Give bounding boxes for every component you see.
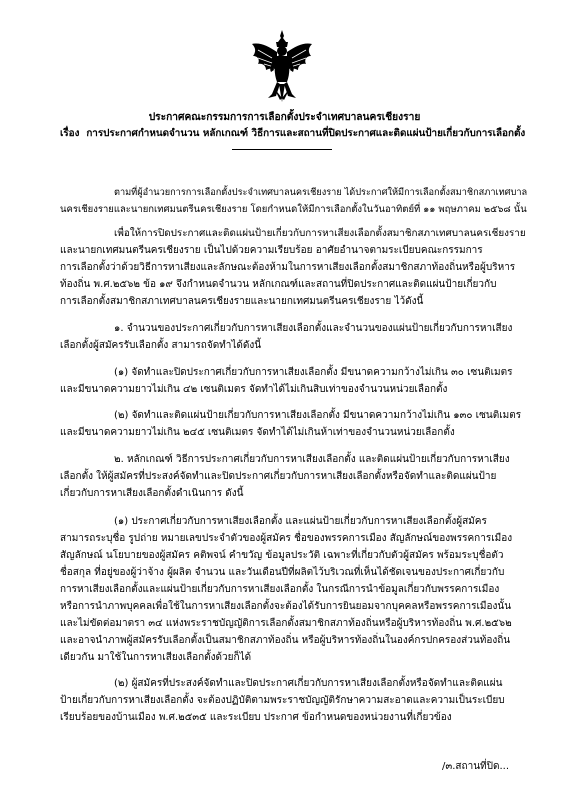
document-subject: [60, 127, 525, 141]
body-line: การเลือกตั้งว่าด้วยวิธีการหาเสียงและลักษณะต้องห้ามในการหาเสียงเลือกตั้งสมาชิกสภาท้องถิ่นหรือผู้บริหาร: [60, 262, 516, 273]
body-line: และไม่ขัดต่อมาตรา ๓๔ แห่งพระราชบัญญัติการเลือกตั้งสมาชิกสภาท้องถิ่นหรือผู้บริหารท้องถิ่น พ.ศ.๒๕๖๒: [60, 618, 512, 629]
body-line: ๒. หลักเกณฑ์ วิธีการประกาศเกี่ยวกับการหาเสียงเลือกตั้ง และติดแผ่นป้ายเกี่ยวกับการหาเสียง: [114, 454, 510, 465]
body-line: เลือกตั้งผู้สมัครรับเลือกตั้ง สามารถจัดทำได้ดังนี้: [60, 340, 262, 351]
body-line: และมีขนาดความยาวไม่เกิน ๔๒ เซนติเมตร จัดทำได้ไม่เกินสิบเท่าของจำนวนหน่วยเลือกตั้ง: [60, 384, 448, 395]
body-line: การเลือกตั้งสมาชิกสภาเทศบาลนครเชียงรายและนายกเทศมนตรีนครเชียงราย ไว้ดังนี้: [60, 296, 424, 307]
body-line: และนายกเทศมนตรีนครเชียงราย เป็นไปด้วยความเรียบร้อย อาศัยอำนาจตามระเบียบคณะกรรมการ: [60, 245, 483, 256]
body-line: หรือการนำภาพบุคคลเพื่อใช้ในการหาเสียงเลือกตั้งจะต้องได้รับการยินยอมจากบุคคลหรือพรรคการเมืองนั้น: [60, 601, 512, 612]
body-line: และมีขนาดความยาวไม่เกิน ๒๔๕ เซนติเมตร จัดทำได้ไม่เกินห้าเท่าของจำนวนหน่วยเลือกตั้ง: [60, 427, 455, 438]
title-divider: [232, 149, 332, 150]
body-line: นครเชียงรายและนายกเทศมนตรีนครเชียงราย โดยกำหนดให้มีการเลือกตั้งในวันอาทิตย์ที่ ๑๑ พฤษภาคม ๒๕๖๘ นั้น: [60, 204, 527, 215]
body-line: และอาจนำภาพผู้สมัครรับเลือกตั้งเป็นสมาชิกสภาท้องถิ่น หรือผู้บริหารท้องถิ่นในองค์กรปกครองส่วนท้องถิ่น: [60, 635, 511, 646]
body-line: สามารถระบุชื่อ รูปถ่าย หมายเลขประจำตัวของผู้สมัคร ชื่อของพรรคการเมือง สัญลักษณ์ของพรรคการเมือง: [60, 533, 513, 544]
garuda-emblem-icon: [250, 28, 314, 104]
body-line: ป้ายเกี่ยวกับการหาเสียงเลือกตั้ง จะต้องปฏิบัติตามพระราชบัญญัติรักษาความสะอาดและความเป็นระเบียบ: [60, 695, 505, 706]
document-title: ประกาศคณะกรรมการการเลือกตั้งประจำเทศบาลนครเชียงราย: [148, 112, 421, 123]
body-line: (๒) ผู้สมัครที่ประสงค์จัดทำและปิดประกาศเกี่ยวกับการหาเสียงเลือกตั้งหรือจัดทำและติดแผ่น: [114, 678, 503, 689]
body-line: เดียวกัน มาใช้ในการหาเสียงเลือกตั้งด้วยก็ได้: [60, 652, 252, 663]
body-line: เกี่ยวกับการหาเสียงเลือกตั้งดำเนินการ ดังนี้: [60, 488, 244, 499]
body-line: ท้องถิ่น พ.ศ.๒๕๖๒ ข้อ ๑๙ จึงกำหนดจำนวน หลักเกณฑ์และสถานที่ปิดประกาศและติดแผ่นป้ายเกี่ยวกับ: [60, 279, 497, 290]
body-line: เพื่อให้การปิดประกาศและติดแผ่นป้ายเกี่ยวกับการหาเสียงเลือกตั้งสมาชิกสภาเทศบาลนครเชียงราย: [114, 228, 526, 239]
body-line: สัญลักษณ์ นโยบายของผู้สมัคร คติพจน์ คำขวัญ ข้อมูลประวัติ เฉพาะที่เกี่ยวกับตัวผู้สมัคร พร้อมระบุชื่อตัว: [60, 550, 504, 561]
body-line: (๑) จัดทำและปิดประกาศเกี่ยวกับการหาเสียงเลือกตั้ง มีขนาดความกว้างไม่เกิน ๓๐ เซนติเมตร: [114, 367, 513, 378]
body-line: ชื่อสกุล ที่อยู่ของผู้ว่าจ้าง ผู้ผลิต จำนวน และวันเดือนปีที่ผลิตไว้บริเวณที่เห็นได้ชัดเจนของประกาศเกี่ยวกับ: [60, 567, 505, 578]
body-line: การหาเสียงเลือกตั้งและแผ่นป้ายเกี่ยวกับการหาเสียงเลือกตั้ง ในกรณีการนำข้อมูลเกี่ยวกับพรรคการเมือง: [60, 584, 500, 595]
body-line: เรียบร้อยของบ้านเมือง พ.ศ.๒๕๓๕ และระเบียบ ประกาศ ข้อกำหนดของหน่วยงานที่เกี่ยวข้อง: [60, 712, 452, 723]
body-line: เลือกตั้ง ให้ผู้สมัครที่ประสงค์จัดทำและปิดประกาศเกี่ยวกับการหาเสียงเลือกตั้งหรือจัดทำและติดแผ่นป้าย: [60, 471, 497, 482]
body-line: (๑) ประกาศเกี่ยวกับการหาเสียงเลือกตั้ง และแผ่นป้ายเกี่ยวกับการหาเสียงเลือกตั้งผู้สมัคร: [114, 516, 487, 527]
body-line: (๒) จัดทำและติดแผ่นป้ายเกี่ยวกับการหาเสียงเลือกตั้ง มีขนาดความกว้างไม่เกิน ๑๓๐ เซนติเมตร: [114, 410, 522, 421]
body-line: ๑. จำนวนของประกาศเกี่ยวกับการหาเสียงเลือกตั้งและจำนวนของแผ่นป้ายเกี่ยวกับการหาเสียง: [114, 323, 513, 334]
continuation-marker: /๓.สถานที่ปิด...: [442, 761, 509, 772]
body-line: ตามที่ผู้อำนวยการการเลือกตั้งประจำเทศบาลนครเชียงราย ได้ประกาศให้มีการเลือกตั้งสมาชิกสภาเทศบาล: [114, 187, 528, 198]
subject-label: เรื่อง: [60, 128, 80, 139]
subject-text: การประกาศกำหนดจำนวน หลักเกณฑ์ วิธีการและสถานที่ปิดประกาศและติดแผ่นป้ายเกี่ยวกับการเลือกตั้ง: [86, 128, 526, 139]
